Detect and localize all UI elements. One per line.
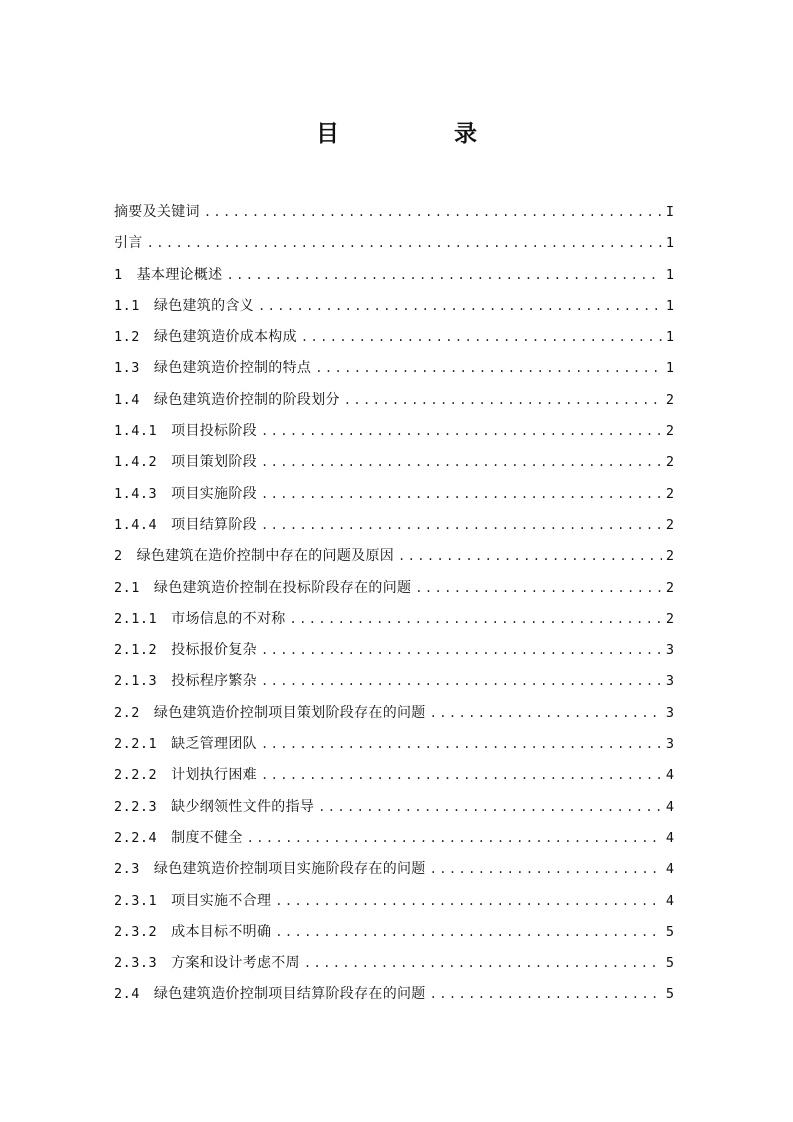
toc-entry-label: 项目结算阶段 <box>171 516 257 533</box>
toc-entry-page: 1 <box>665 235 674 252</box>
toc-entry-page: 2 <box>665 485 674 502</box>
table-of-contents <box>114 197 674 1011</box>
toc-entry-label: 方案和设计考虑不周 <box>171 955 300 972</box>
toc-entry-label: 项目实施不合理 <box>171 892 272 909</box>
toc-dot-leader <box>415 573 662 604</box>
toc-entry-page: 2 <box>665 391 674 408</box>
toc-entry-page: 5 <box>665 923 674 940</box>
toc-dot-leader <box>247 823 662 854</box>
toc-entry-label: 投标程序繁杂 <box>171 673 257 690</box>
toc-entry-page: 5 <box>665 955 674 972</box>
toc-entry-page: 2 <box>665 548 674 565</box>
toc-entry-number: 2 <box>114 548 123 565</box>
toc-entry[interactable] <box>114 760 674 791</box>
toc-entry-page: 2 <box>665 579 674 596</box>
toc-entry[interactable] <box>114 604 674 635</box>
toc-entry-number: 2.2.4 <box>114 829 158 846</box>
toc-entry-number: 2.2 <box>114 704 140 721</box>
toc-entry-page: 2 <box>665 516 674 533</box>
toc-entry-number: 1.4.1 <box>114 423 158 440</box>
toc-entry-page: I <box>665 204 674 220</box>
toc-dot-leader <box>304 948 662 979</box>
toc-entry-page: 4 <box>665 829 674 846</box>
toc-dot-leader <box>261 479 662 510</box>
toc-entry-number: 2.4 <box>114 986 140 1003</box>
toc-dot-leader <box>318 792 662 823</box>
toc-entry[interactable] <box>114 291 674 322</box>
toc-entry-number: 2.1.3 <box>114 673 158 690</box>
toc-entry[interactable] <box>114 385 674 416</box>
toc-entry-label: 成本目标不明确 <box>171 923 272 940</box>
toc-dot-leader <box>275 917 662 948</box>
toc-entry[interactable] <box>114 917 674 948</box>
toc-entry[interactable] <box>114 260 674 291</box>
toc-dot-leader <box>261 729 662 760</box>
toc-entry-label: 绿色建筑的含义 <box>153 297 254 314</box>
toc-entry-label: 缺少纲领性文件的指导 <box>171 798 315 815</box>
toc-entry-page: 4 <box>665 861 674 878</box>
toc-entry-label: 引言 <box>114 235 143 252</box>
toc-entry-number: 2.1 <box>114 579 140 596</box>
toc-dot-leader <box>315 353 662 384</box>
toc-entry-number: 2.3.2 <box>114 923 158 940</box>
toc-entry[interactable] <box>114 541 674 572</box>
toc-entry[interactable] <box>114 729 674 760</box>
toc-entry-page: 4 <box>665 892 674 909</box>
toc-entry-label: 绿色建筑造价控制的阶段划分 <box>153 391 340 408</box>
toc-entry-label: 项目实施阶段 <box>171 485 257 502</box>
toc-dot-leader <box>430 698 662 729</box>
toc-entry-label: 绿色建筑造价控制项目结算阶段存在的问题 <box>153 986 426 1003</box>
toc-entry[interactable] <box>114 197 674 228</box>
toc-dot-leader <box>261 635 662 666</box>
toc-dot-leader <box>290 604 662 635</box>
toc-entry-number: 1.4.4 <box>114 516 158 533</box>
toc-entry[interactable] <box>114 353 674 384</box>
toc-entry-number: 2.2.3 <box>114 798 158 815</box>
toc-entry-label: 绿色建筑造价控制项目策划阶段存在的问题 <box>153 704 426 721</box>
toc-entry-label: 投标报价复杂 <box>171 642 257 659</box>
toc-dot-leader <box>398 541 662 572</box>
toc-dot-leader <box>261 447 662 478</box>
toc-entry-number: 1 <box>114 266 123 283</box>
toc-entry-label: 计划执行困难 <box>171 767 257 784</box>
toc-dot-leader <box>147 228 662 259</box>
toc-entry[interactable] <box>114 979 674 1010</box>
toc-entry-label: 绿色建筑造价控制在投标阶段存在的问题 <box>153 579 412 596</box>
toc-entry-number: 1.4.3 <box>114 485 158 502</box>
toc-entry-label: 制度不健全 <box>171 829 243 846</box>
toc-entry-number: 1.3 <box>114 360 140 377</box>
toc-dot-leader <box>275 886 662 917</box>
toc-entry[interactable] <box>114 416 674 447</box>
toc-entry-page: 3 <box>665 704 674 721</box>
toc-dot-leader <box>430 979 662 1010</box>
toc-entry-label: 绿色建筑在造价控制中存在的问题及原因 <box>136 548 395 565</box>
toc-entry[interactable] <box>114 854 674 885</box>
toc-entry-page: 4 <box>665 767 674 784</box>
toc-dot-leader <box>261 760 662 791</box>
toc-entry-page: 2 <box>665 423 674 440</box>
toc-entry[interactable] <box>114 228 674 259</box>
toc-entry-label: 缺乏管理团队 <box>171 736 257 753</box>
toc-entry-number: 2.1.2 <box>114 642 158 659</box>
toc-dot-leader <box>204 197 662 228</box>
toc-entry[interactable] <box>114 479 674 510</box>
toc-entry-page: 3 <box>665 642 674 659</box>
toc-entry-label: 项目策划阶段 <box>171 454 257 471</box>
toc-entry-page: 2 <box>665 610 674 627</box>
toc-entry-page: 3 <box>665 736 674 753</box>
toc-dot-leader <box>430 854 662 885</box>
toc-entry[interactable] <box>114 447 674 478</box>
toc-entry-page: 1 <box>665 297 674 314</box>
toc-entry-page: 1 <box>665 329 674 346</box>
toc-entry[interactable] <box>114 698 674 729</box>
toc-dot-leader <box>261 666 662 697</box>
toc-entry-label: 基本理论概述 <box>136 266 223 283</box>
toc-dot-leader <box>344 385 662 416</box>
toc-entry[interactable] <box>114 886 674 917</box>
toc-entry-number: 1.4.2 <box>114 454 158 471</box>
toc-entry[interactable] <box>114 322 674 353</box>
toc-entry-page: 4 <box>665 798 674 815</box>
toc-entry-number: 2.3.3 <box>114 955 158 972</box>
toc-entry-label: 市场信息的不对称 <box>171 610 286 627</box>
toc-dot-leader <box>261 416 662 447</box>
toc-entry-number: 2.3.1 <box>114 892 158 909</box>
toc-entry[interactable] <box>114 635 674 666</box>
toc-entry[interactable] <box>114 573 674 604</box>
toc-entry-number: 2.3 <box>114 861 140 878</box>
toc-dot-leader <box>261 510 662 541</box>
toc-entry-page: 3 <box>665 673 674 690</box>
toc-entry[interactable] <box>114 948 674 979</box>
toc-dot-leader <box>226 260 661 291</box>
toc-entry-number: 2.2.2 <box>114 767 158 784</box>
toc-entry-page: 2 <box>665 454 674 471</box>
toc-entry-number: 2.1.1 <box>114 610 158 627</box>
toc-dot-leader <box>301 322 662 353</box>
toc-entry-label: 绿色建筑造价控制项目实施阶段存在的问题 <box>153 861 426 878</box>
toc-entry-page: 5 <box>665 986 674 1003</box>
toc-entry-page: 1 <box>665 266 674 283</box>
toc-entry-page: 1 <box>665 360 674 377</box>
toc-entry-label: 项目投标阶段 <box>171 423 257 440</box>
toc-entry[interactable] <box>114 792 674 823</box>
toc-entry[interactable] <box>114 666 674 697</box>
toc-entry-label: 绿色建筑造价成本构成 <box>153 329 297 346</box>
toc-entry-label: 摘要及关键词 <box>114 204 200 220</box>
toc-entry-label: 绿色建筑造价控制的特点 <box>153 360 312 377</box>
toc-dot-leader <box>258 291 662 322</box>
toc-entry-number: 1.2 <box>114 329 140 346</box>
toc-entry-number: 1.1 <box>114 297 140 314</box>
toc-entry[interactable] <box>114 510 674 541</box>
toc-entry-number: 1.4 <box>114 391 140 408</box>
page-title: 目 录 <box>316 120 523 147</box>
toc-entry[interactable] <box>114 823 674 854</box>
toc-entry-number: 2.2.1 <box>114 736 158 753</box>
